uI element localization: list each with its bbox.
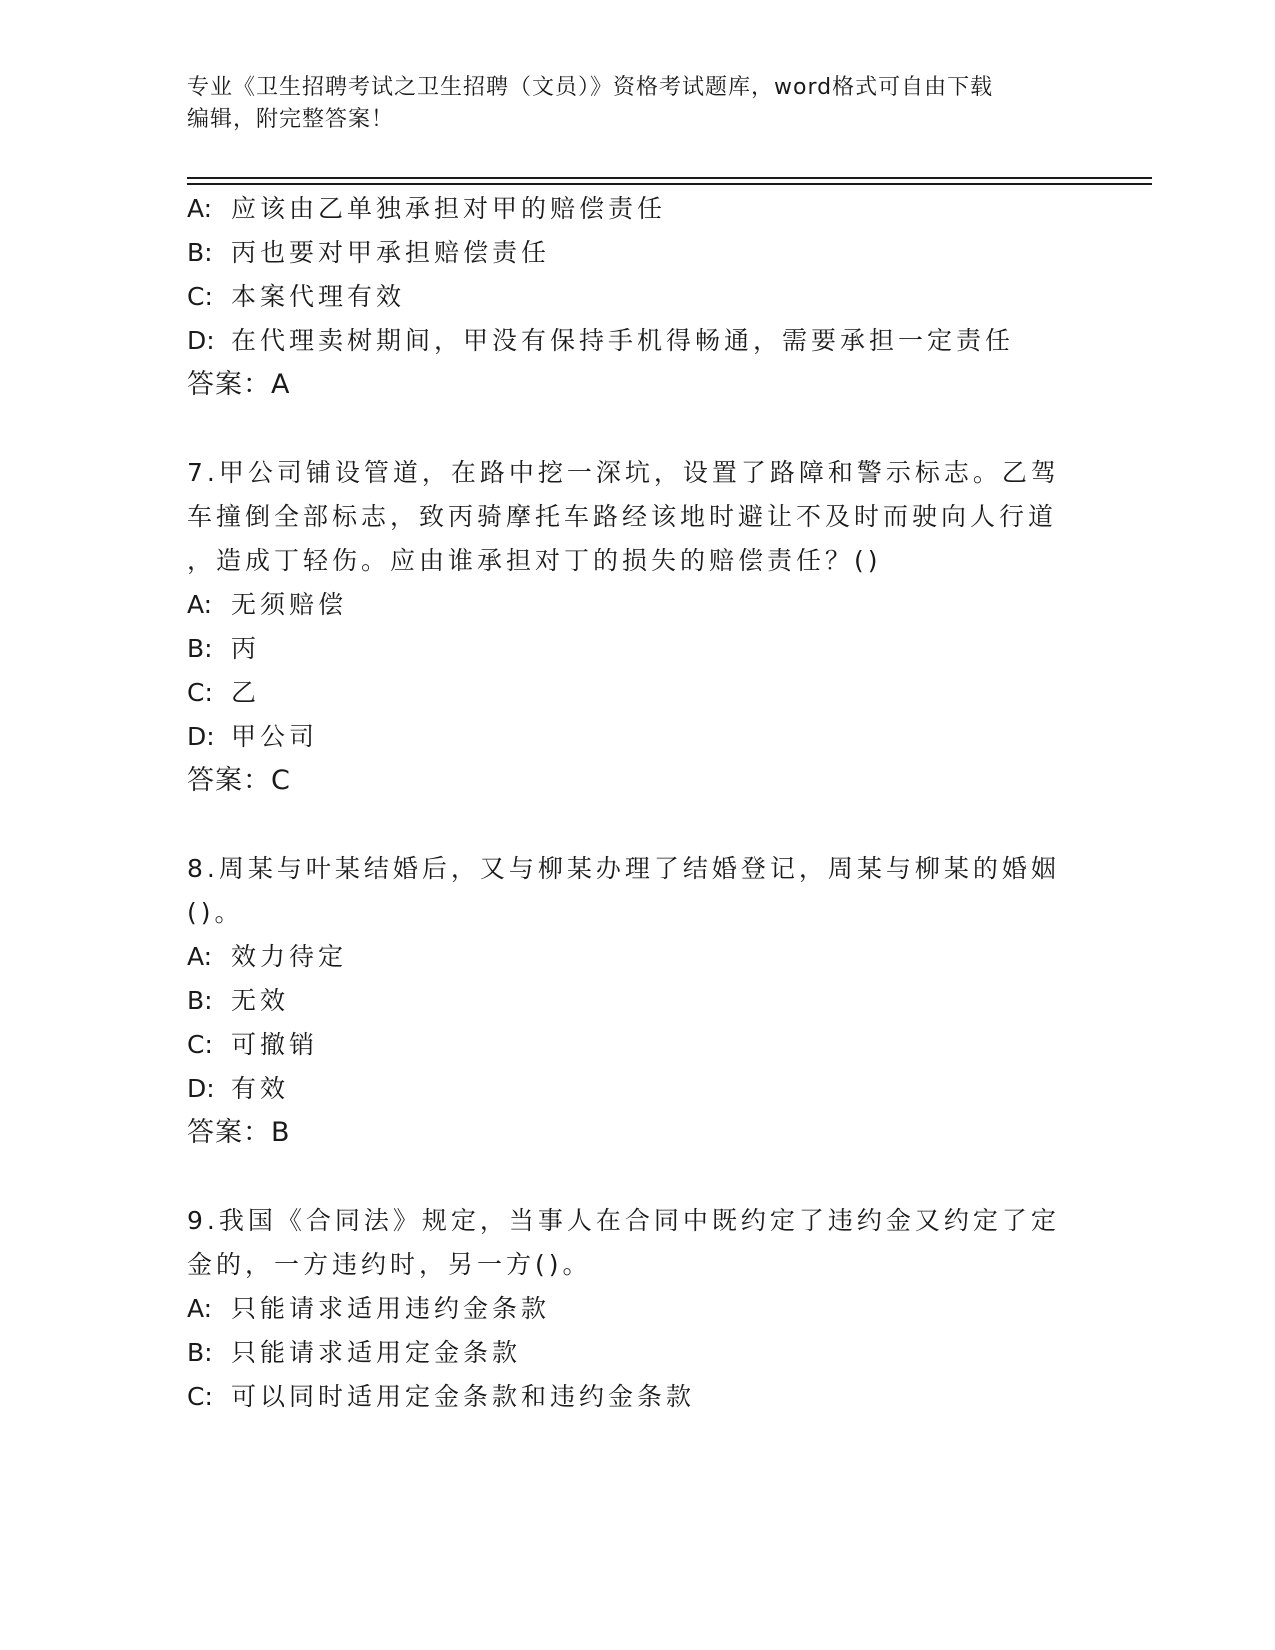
q7-stem-line-2: 车撞倒全部标志，致丙骑摩托车路经该地时避让不及时而驶向人行道 (187, 502, 1058, 531)
q7-stem-line-3: ，造成丁轻伤。应由谁承担对丁的损失的赔偿责任？() (187, 546, 882, 575)
header-divider-bottom (187, 183, 1152, 185)
header-line-1: 专业《卫生招聘考试之卫生招聘（文员）》资格考试题库，word格式可自由下载 (187, 75, 994, 100)
prev-answer: 答案：A (187, 369, 291, 400)
q9-option-c: C: 可以同时适用定金条款和违约金条款 (187, 1382, 696, 1411)
q8-stem-line-2: ()。 (187, 898, 244, 927)
prev-option-d: D: 在代理卖树期间，甲没有保持手机得畅通，需要承担一定责任 (187, 326, 1015, 355)
q9-option-b: B: 只能请求适用定金条款 (187, 1338, 522, 1367)
q9-stem-line-2: 金的，一方违约时，另一方()。 (187, 1250, 592, 1279)
q7-option-a: A: 无须赔偿 (187, 590, 348, 619)
q7-option-c: C: 乙 (187, 678, 261, 707)
q9-stem-line-1: 9.我国《合同法》规定，当事人在合同中既约定了违约金又约定了定 (187, 1206, 1060, 1235)
q8-option-a: A: 效力待定 (187, 942, 348, 971)
prev-option-a: A: 应该由乙单独承担对甲的赔偿责任 (187, 194, 667, 223)
q8-answer: 答案：B (187, 1117, 291, 1148)
q8-option-c: C: 可撤销 (187, 1030, 319, 1059)
q7-stem-line-1: 7.甲公司铺设管道，在路中挖一深坑，设置了路障和警示标志。乙驾 (187, 458, 1060, 487)
q7-option-d: D: 甲公司 (187, 722, 319, 751)
prev-option-c: C: 本案代理有效 (187, 282, 406, 311)
q8-option-d: D: 有效 (187, 1074, 290, 1103)
prev-option-b: B: 丙也要对甲承担赔偿责任 (187, 238, 551, 267)
q7-answer: 答案：C (187, 765, 291, 796)
q8-stem-line-1: 8.周某与叶某结婚后，又与柳某办理了结婚登记，周某与柳某的婚姻 (187, 854, 1060, 883)
q9-option-a: A: 只能请求适用违约金条款 (187, 1294, 551, 1323)
header-line-2: 编辑，附完整答案！ (187, 107, 395, 132)
q7-option-b: B: 丙 (187, 634, 261, 663)
document-header (187, 72, 1087, 136)
header-divider-top (187, 177, 1152, 179)
q8-option-b: B: 无效 (187, 986, 290, 1015)
